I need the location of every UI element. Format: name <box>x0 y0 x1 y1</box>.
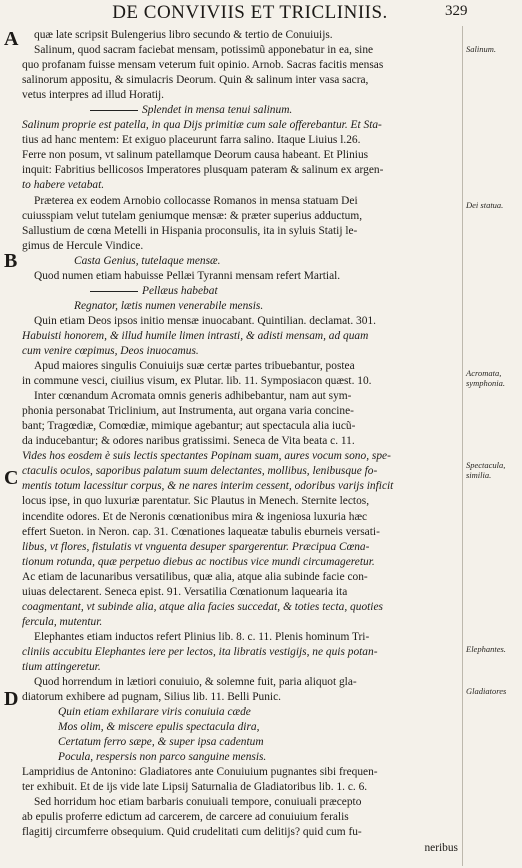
text-line: da inducebantur; & odores naribus gratissimi. Seneca de Vita beata c. 11. <box>22 435 355 448</box>
section-letter-d: D <box>4 688 19 710</box>
text-line: ter exhibuit. Et de ijs vide late Lipsij Saturnalia de Gladiatoribus lib. 1. c. 6. <box>22 781 368 794</box>
text-line: tius ad hanc mentem: Et exiguo placeurunt farra salino. Itaque Liuius l.26. <box>22 134 361 147</box>
page-number: 329 <box>445 3 468 19</box>
text-line: Apud maiores singulis Conuiuijs suæ certæ partes tribuebantur, postea <box>34 360 355 373</box>
text-line: salinorum appositu, & simulacris Deorum. Quin & salinum inter vasa sacra, <box>22 74 369 87</box>
rule-dash <box>90 291 138 292</box>
text-line: to habere vetabat. <box>22 179 105 192</box>
verse-line <box>22 284 458 299</box>
text-line: tionum rotunda, quæ perpetuo diebus ac noctibus vice mundi circumageretur. <box>22 555 375 568</box>
text-line: Elephantes etiam inductos refert Plinius lib. 8. c. 11. Plenis hominum Tri- <box>34 630 370 643</box>
body-text <box>22 28 458 856</box>
text-line: quo profanam fuisse mensam veterum fuit opinio. Arnob. Sacras facitis mensas <box>22 59 384 72</box>
text-line: uiuas delectarent. Seneca epist. 91. Versatilia Cœnationum laquearia ita <box>22 585 348 598</box>
rule-dash <box>90 110 138 111</box>
verse-text: Pellæus habebat <box>142 284 218 297</box>
text-line: tium attingeretur. <box>22 660 101 673</box>
margin-note-salinum: Salinum. <box>466 44 496 54</box>
text-line: Præterea ex eodem Arnobio collocasse Romanos in mensa statuam Dei <box>34 194 358 207</box>
text-line: Salinum proprie est patella, in qua Dijs primitiæ cum sale offerebantur. Et Sta- <box>22 119 382 132</box>
text-line: libus, vt flores, fistulatis vt vnguenta desuper spargerentur. Præcipua Cœna- <box>22 540 370 553</box>
text-line: Salinum, quod sacram faciebat mensam, potissimũ apponebatur in ea, sine <box>34 44 374 57</box>
text-line: Sallustium de cœna Metelli in Hispania proconsulis, ita in syluis Statij le- <box>22 224 358 237</box>
margin-note-dei-statua: Dei statua. <box>466 200 504 210</box>
text-line: flagitij circumferre obsequium. Quid crudelitati cum delitijs? quid cum fu- <box>22 826 362 839</box>
text-line: inquit: Fabritius bellicosos Imperatores plusquam pateram & salinum ex argen- <box>22 164 384 177</box>
verse-line: Regnator, lætis numen venerabile mensis. <box>74 299 264 312</box>
section-letter-b: B <box>4 250 18 272</box>
verse-line: Quin etiam exhilarare viris conuiuia cæde <box>58 706 251 719</box>
text-line: cliniis accubitu Elephantes iere per lectos, ita libratis vestigijs, ne quis potan- <box>22 645 378 658</box>
text-line: fercula, mutentur. <box>22 615 103 628</box>
text-line: quæ late scripsit Bulengerius libro secundo & tertio de Conuiuijs. <box>34 29 333 41</box>
text-line: Habuisti honorem, & illud humile limen intrasti, & adisti mensam, ad quam <box>22 329 369 342</box>
margin-note-elephantes: Elephantes. <box>466 644 506 654</box>
text-line: incendite odores. Et de Neronis cœnationibus mira & ingeniosa luxuria hæc <box>22 510 368 523</box>
text-line: ab epulis proferre edictum ad carcerem, de carcere ad conuiuium feralis <box>22 811 349 824</box>
text-line: vetus interpres ad illud Horatij. <box>22 89 165 102</box>
verse-text: Splendet in mensa tenui salinum. <box>142 104 293 117</box>
text-line: Ferre non posum, vt salinum patellamque Deorum causa habeant. Et Plinius <box>22 149 369 162</box>
verse-line: Casta Genius, tutelaque mensæ. <box>74 254 221 267</box>
section-letter-c: C <box>4 467 19 489</box>
text-line: phonia personabat Triclinium, aut Instrumenta, aut organa varia concine- <box>22 405 354 418</box>
text-line: locus ipse, in quo luxuriæ parentatur. Sic Plautus in Menech. Sternite lectos, <box>22 495 370 508</box>
section-letter-a: A <box>4 28 19 50</box>
verse-line: Pocula, respersis non parco sanguine mensis. <box>58 751 267 764</box>
text-line: coagmentant, vt subinde alia, atque alia facies succedat, & toties tecta, quoties <box>22 600 383 613</box>
verse-line <box>22 103 458 118</box>
text-line: cuiusspiam velut tutelam geniumque mensæ: & præter superius adductum, <box>22 209 363 222</box>
verse-line: Mos olim, & miscere epulis spectacula dira, <box>58 721 260 734</box>
verse-line: Certatum ferro sæpe, & super ipsa cadentum <box>58 736 264 749</box>
margin-divider <box>462 26 463 866</box>
text-line: bant; Tragœdiæ, Comœdiæ, mimique agebantur; aut spectacula alia iucũ- <box>22 420 356 433</box>
text-line: Ac etiam de lacunaribus versatilibus, quæ alia, atque alia subinde facie con- <box>22 570 368 583</box>
margin-note-acromata: Acromata, symphonia. <box>466 368 505 388</box>
margin-note-gladiatores: Gladiatores <box>466 686 507 696</box>
text-line: Inter cœnandum Acromata omnis generis adhibebantur, nam aut sym- <box>34 390 352 403</box>
text-line: in commune vesci, ciuilius visum, ex Plutar. lib. 11. Symposiacon quæst. 10. <box>22 375 372 388</box>
text-line: effert Sueton. in Neron. cap. 31. Cœnationes laqueatæ tabulis eburneis versati- <box>22 525 380 538</box>
text-line: Vides hos eosdem è suis lectis spectantes Popinam suam, aures vocum sono, spe- <box>22 450 391 463</box>
text-line: neribus <box>424 841 458 854</box>
text-line: Quod horrendum in lætiori conuiuio, & solemne fuit, paria aliquot gla- <box>34 676 357 689</box>
text-line: diatorum exhibere ad pugnam, Silius lib. 11. Belli Punic. <box>22 691 281 704</box>
text-line: Sed horridum hoc etiam barbaris conuiuali tempore, conuiuali præcepto <box>34 796 362 809</box>
text-line: Quin etiam Deos ipsos initio mensæ inuocabant. Quintilian. declamat. 301. <box>34 314 376 327</box>
text-line: gimus de Hercule Vindice. <box>22 239 144 252</box>
text-line: Lampridius de Antonino: Gladiatores ante Conuiuium pugnantes sibi frequen- <box>22 766 378 779</box>
margin-note-spectacula: Spectacula, similia. <box>466 460 506 480</box>
text-line: mentis totum lacessitur corpus, & ne nares interim cessent, odoribus varijs inficit <box>22 480 394 493</box>
running-head: DE CONVIVIIS ET TRICLINIIS. <box>112 2 388 23</box>
text-line: Quod numen etiam habuisse Pellæi Tyranni mensam refert Martial. <box>34 269 341 282</box>
text-line: ctaculis oculos, saporibus palatum suum delectantes, mollibus, lenibusque fo- <box>22 465 378 478</box>
text-line: cum venire cœpimus, Deos inuocamus. <box>22 344 199 357</box>
